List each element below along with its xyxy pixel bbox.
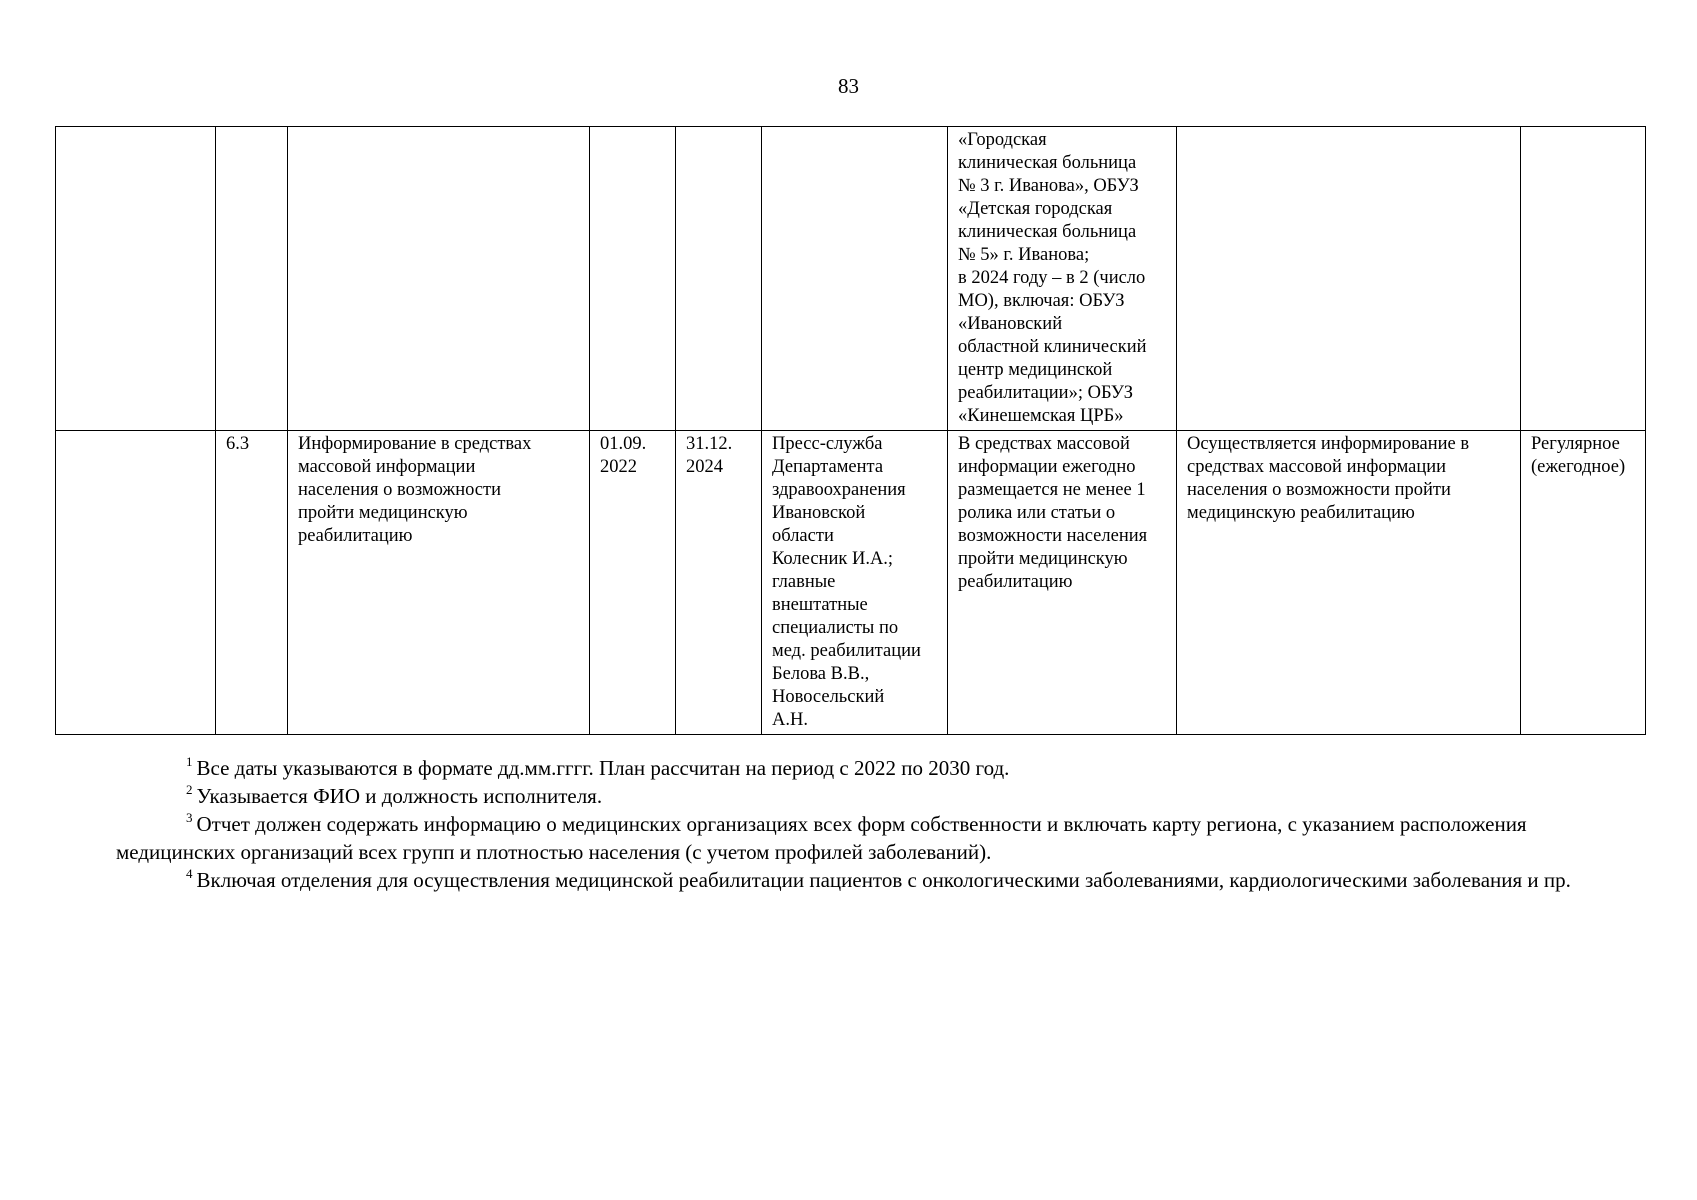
cell-line: Ивановской	[772, 503, 866, 523]
cell-line: размещается не менее 1	[958, 480, 1146, 500]
cell-line: информации ежегодно	[958, 457, 1136, 477]
page-number: 83	[838, 74, 859, 98]
cell-line: мед. реабилитации	[772, 641, 921, 661]
cell-line: медицинскую реабилитацию	[1187, 503, 1415, 523]
footnote-mark: 4	[186, 866, 193, 881]
cell-line: внештатные	[772, 595, 868, 615]
cell-empty	[762, 127, 948, 431]
footnote-2	[116, 782, 1586, 810]
footnote-text: Указывается ФИО и должность исполнителя.	[196, 784, 603, 808]
cell-line: ролика или статьи о	[958, 503, 1116, 523]
footnote-text: Включая отделения для осуществления медицинской реабилитации пациентов с онкологическими заболеваниями, кардиологическими заболевания и пр.	[196, 868, 1571, 892]
table-row-6-3	[56, 431, 1646, 735]
cell-measure	[288, 431, 590, 735]
cell-line: пройти медицинскую	[958, 549, 1128, 569]
cell-empty	[56, 127, 216, 431]
cell-line: клиническая больница	[958, 153, 1137, 173]
cell-line: «Детская городская	[958, 199, 1113, 219]
cell-line: средствах массовой информации	[1187, 457, 1447, 477]
footnote-3	[116, 810, 1586, 866]
cell-line: Колесник И.А.;	[772, 549, 894, 569]
cell-line: специалисты по	[772, 618, 899, 638]
cell-line: № 3 г. Иванова», ОБУЗ	[958, 176, 1139, 196]
cell-start-date	[590, 431, 676, 735]
cell-line: Пресс-служба	[772, 434, 883, 454]
footnotes	[116, 754, 1586, 894]
cell-line: реабилитации»; ОБУЗ	[958, 383, 1134, 403]
cell-empty	[216, 127, 288, 431]
cell-line: «Ивановский	[958, 314, 1063, 334]
footnote-mark: 1	[186, 754, 193, 769]
cell-line: центр медицинской	[958, 360, 1113, 380]
cell-line: реабилитацию	[298, 526, 413, 546]
cell-empty	[56, 431, 216, 735]
cell-empty	[676, 127, 762, 431]
cell-line: Информирование в средствах	[298, 434, 532, 454]
cell-result	[948, 431, 1177, 735]
footnote-mark: 2	[186, 782, 193, 797]
cell-line: «Кинешемская ЦРБ»	[958, 406, 1124, 426]
cell-empty	[1521, 127, 1646, 431]
cell-line: главные	[772, 572, 836, 592]
cell-line: реабилитацию	[958, 572, 1073, 592]
cell-line: пройти медицинскую	[298, 503, 468, 523]
cell-line: А.Н.	[772, 710, 808, 730]
table-row-continued	[56, 127, 1646, 431]
plan-table	[55, 126, 1646, 735]
cell-line: Новосельский	[772, 687, 885, 707]
cell-line: 2022	[600, 457, 637, 477]
cell-line: № 5» г. Иванова;	[958, 245, 1090, 265]
footnote-text: Все даты указываются в формате дд.мм.гггг. План рассчитан на период с 2022 по 2030 год.	[196, 756, 1010, 780]
cell-line: (ежегодное)	[1531, 457, 1626, 477]
cell-line: клиническая больница	[958, 222, 1137, 242]
cell-line: «Городская	[958, 130, 1047, 150]
cell-frequency	[1521, 431, 1646, 735]
cell-line: 2024	[686, 457, 723, 477]
cell-line: массовой информации	[298, 457, 476, 477]
cell-empty	[288, 127, 590, 431]
cell-line: в 2024 году – в 2 (число	[958, 268, 1146, 288]
footnote-text: Отчет должен содержать информацию о медицинских организациях всех форм собственности и включать карту региона, с указанием расположения медицинских организаций всех групп и плотностью населения (с учетом профилей заболеваний).	[116, 812, 1527, 864]
cell-end-date	[676, 431, 762, 735]
cell-line: области	[772, 526, 834, 546]
cell-line: населения о возможности пройти	[1187, 480, 1451, 500]
cell-line: Осуществляется информирование в	[1187, 434, 1470, 454]
cell-responsible	[762, 431, 948, 735]
cell-number: 6.3	[216, 431, 288, 735]
cell-line: населения о возможности	[298, 480, 502, 500]
footnote-1	[116, 754, 1586, 782]
cell-line: 01.09.	[600, 434, 647, 454]
footnote-mark: 3	[186, 810, 193, 825]
cell-line: Департамента	[772, 457, 884, 477]
cell-line: здравоохранения	[772, 480, 906, 500]
cell-empty	[1177, 127, 1521, 431]
cell-line: МО), включая: ОБУЗ	[958, 291, 1125, 311]
cell-result-continued	[948, 127, 1177, 431]
footnote-4	[116, 866, 1586, 894]
cell-line: областной клинический	[958, 337, 1147, 357]
cell-empty	[590, 127, 676, 431]
cell-line: Белова В.В.,	[772, 664, 870, 684]
cell-line: В средствах массовой	[958, 434, 1130, 454]
cell-description	[1177, 431, 1521, 735]
cell-line: 31.12.	[686, 434, 733, 454]
cell-line: возможности населения	[958, 526, 1148, 546]
cell-line: Регулярное	[1531, 434, 1620, 454]
